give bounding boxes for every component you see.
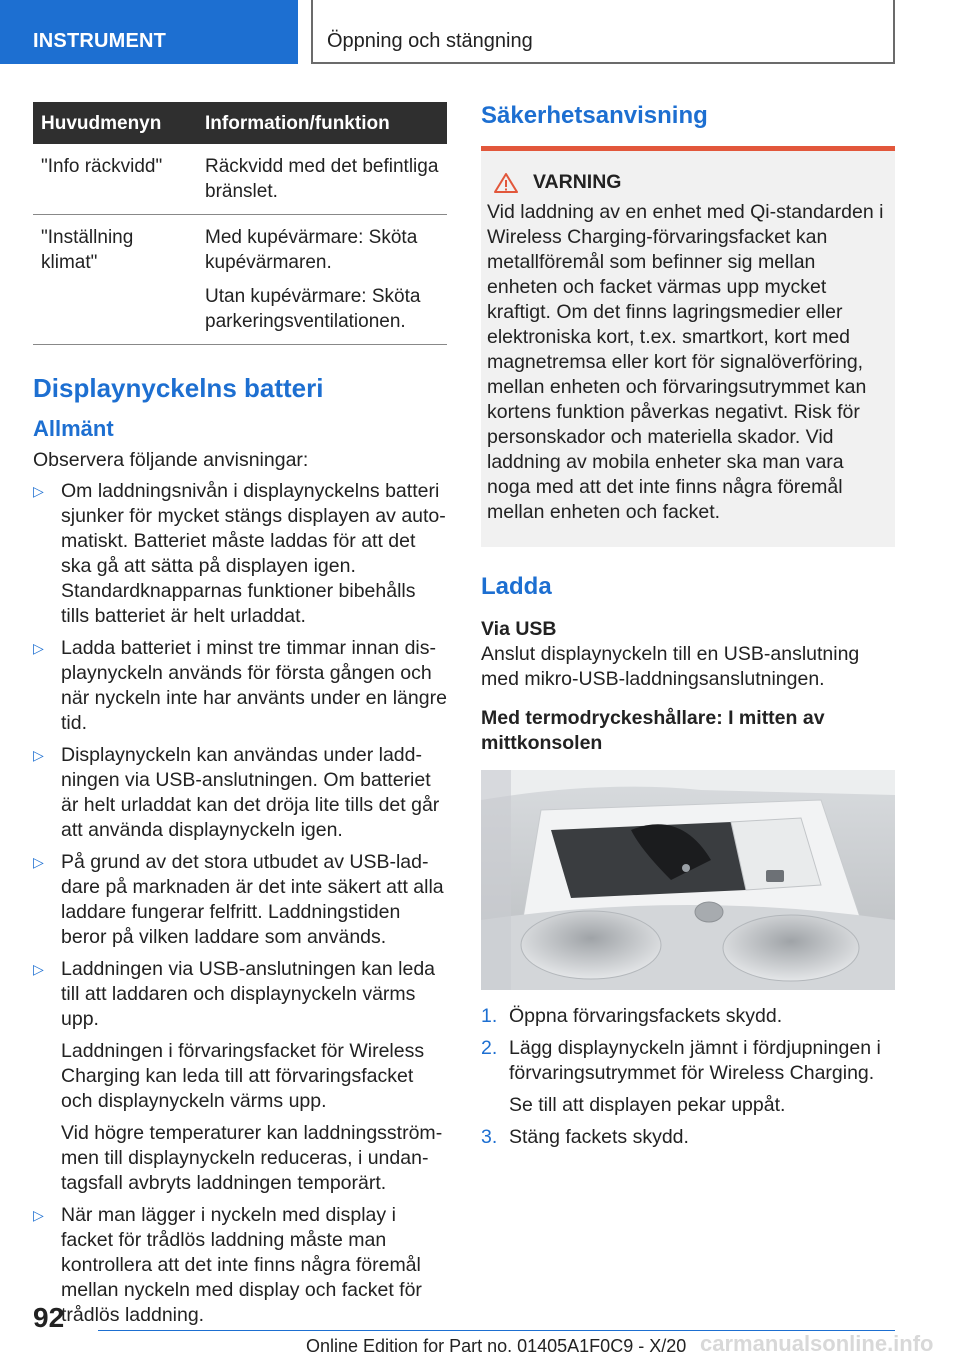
- menu-table: [33, 102, 447, 345]
- battery-intro: Observera följande anvisningar:: [33, 449, 309, 471]
- watermark-logo: carmanualsonline.info: [700, 1331, 934, 1356]
- left-column: [33, 102, 447, 1335]
- table-header-info: Information/funktion: [197, 102, 447, 144]
- list-item-text: På grund av det stora utbudet av USB-laddare på marknaden är det inte säkert att alla laddare fungerar felfritt. Laddningstiden beror på vilken laddare som används.: [61, 851, 444, 948]
- section-tab: [0, 0, 298, 64]
- table-cell-paragraph: Utan kupévärmare: Sköta parkeringsventilationen.: [205, 286, 421, 332]
- step-text: Öppna förvaringsfackets skydd.: [509, 1005, 783, 1027]
- step-text: Se till att displayen pekar uppåt.: [509, 1094, 786, 1116]
- charge-steps: [481, 1004, 895, 1150]
- battery-bullet-list: [33, 479, 447, 1328]
- warning-label: VARNING: [533, 171, 622, 193]
- table-cell-paragraph: Med kupévärmare: Sköta kupévärmaren.: [205, 227, 418, 273]
- triangle-right-icon: ▷: [33, 1207, 44, 1223]
- triangle-right-icon: ▷: [33, 640, 44, 656]
- triangle-right-icon: ▷: [33, 483, 44, 499]
- list-item: [33, 636, 447, 736]
- list-item-text: Displaynyckeln kan användas under laddningen via USB-anslutningen. Om batteriet är helt urladdat kan det dröja lite tills det går att använda displaynyckeln igen.: [61, 744, 440, 841]
- table-cell-info: [197, 144, 447, 215]
- step-item: [481, 1036, 895, 1118]
- step-item: [481, 1125, 895, 1150]
- list-item-text: Ladda batteriet i minst tre timmar innan displaynyckeln används för första gången och när nyckeln inte har använts under en längre tid.: [61, 637, 447, 734]
- charge-title: Ladda: [481, 573, 552, 600]
- step-number: 3.: [481, 1126, 498, 1148]
- table-header-row: [33, 102, 447, 144]
- chapter-header: [311, 0, 895, 64]
- table-row: [33, 144, 447, 215]
- usb-heading: Via USB: [481, 618, 557, 640]
- list-item-text: Laddningen i förvaringsfacket för Wireless Charging kan leda till att förvaringsfacket och displaynyckeln värms upp.: [61, 1040, 425, 1112]
- table-cell-info: [197, 215, 447, 345]
- step-text: Lägg displaynyckeln jämnt i fördjupningen i förvaringsutrymmet för Wireless Charging.: [509, 1037, 881, 1084]
- step-item: [481, 1004, 895, 1029]
- list-item-text: Om laddningsnivån i displaynyckelns batteri sjunker för mycket stängs displayen av automatiskt. Batteriet måste laddas för att det ska gå att sätta på displayen igen. Standardknapparnas funktioner bibehålls tills batteriet är helt urladdat.: [61, 480, 446, 627]
- list-item: [33, 957, 447, 1196]
- right-column: [481, 102, 895, 1157]
- list-item: [33, 743, 447, 843]
- section-title: INSTRUMENT: [33, 30, 167, 52]
- center-console-photo: [481, 770, 895, 990]
- footer-edition: Online Edition for Part no. 01405A1F0C9 - X/20: [306, 1336, 687, 1356]
- battery-title: Displaynyckelns batteri: [33, 373, 324, 403]
- step-number: 1.: [481, 1005, 498, 1027]
- triangle-right-icon: ▷: [33, 961, 44, 977]
- table-row: [33, 215, 447, 345]
- safety-title: Säkerhetsanvisning: [481, 102, 708, 129]
- warning-box: [481, 151, 895, 547]
- list-item-text: Laddningen via USB-anslutningen kan leda till att laddaren och displaynyckeln värms upp.: [61, 958, 436, 1030]
- table-cell-menu: "Info räckvidd": [33, 144, 197, 215]
- table-cell-paragraph: Räckvidd med det befintliga bränslet.: [205, 156, 439, 202]
- warning-triangle-icon: [493, 172, 519, 194]
- triangle-right-icon: ▷: [33, 854, 44, 870]
- holder-heading: Med termodryckeshållare: I mitten av mittkonsolen: [481, 707, 825, 754]
- table-header-menu: Huvudmenyn: [33, 102, 197, 144]
- list-item-text: Vid högre temperaturer kan laddningsströmmen till displaynyckeln reduceras, i undantagsfall avbryts laddningen temporärt.: [61, 1122, 443, 1194]
- list-item-text: När man lägger i nyckeln med display i facket för trådlös laddning måste man kontrollera att det inte finns några föremål mellan nyckeln med display och facket för trådlös laddning.: [61, 1204, 422, 1326]
- warning-heading: [487, 171, 889, 194]
- warning-text: Vid laddning av en enhet med Qi-standarden i Wireless Charging-förvaringsfacket kan metallföremål som befinner sig mellan enheten och facket värmas upp mycket kraftigt. Om det finns lagringsmedier eller elektroniska kort, t.ex. smartkort, kort med magnetremsa eller kort för signalöverföring, mellan enheten och förvaringsutrymmet kan kortens funktion påverkas negativt. Risk för personskador och materiella skador. Vid laddning av mobila enheter ska man vara noga med att det inte finns några föremål mellan enheten och facket.: [487, 201, 884, 523]
- triangle-right-icon: ▷: [33, 747, 44, 763]
- list-item: [33, 850, 447, 950]
- list-item: [33, 1203, 447, 1328]
- table-cell-menu: "Inställning klimat": [33, 215, 197, 345]
- usb-text: Anslut displaynyckeln till en USB-anslutning med mikro-USB-laddningsanslutningen.: [481, 643, 860, 690]
- chapter-title: Öppning och stängning: [327, 30, 533, 52]
- step-text: Stäng fackets skydd.: [509, 1126, 689, 1148]
- page-number: 92: [33, 1302, 65, 1333]
- battery-subtitle: Allmänt: [33, 416, 114, 441]
- step-number: 2.: [481, 1037, 498, 1059]
- list-item: [33, 479, 447, 629]
